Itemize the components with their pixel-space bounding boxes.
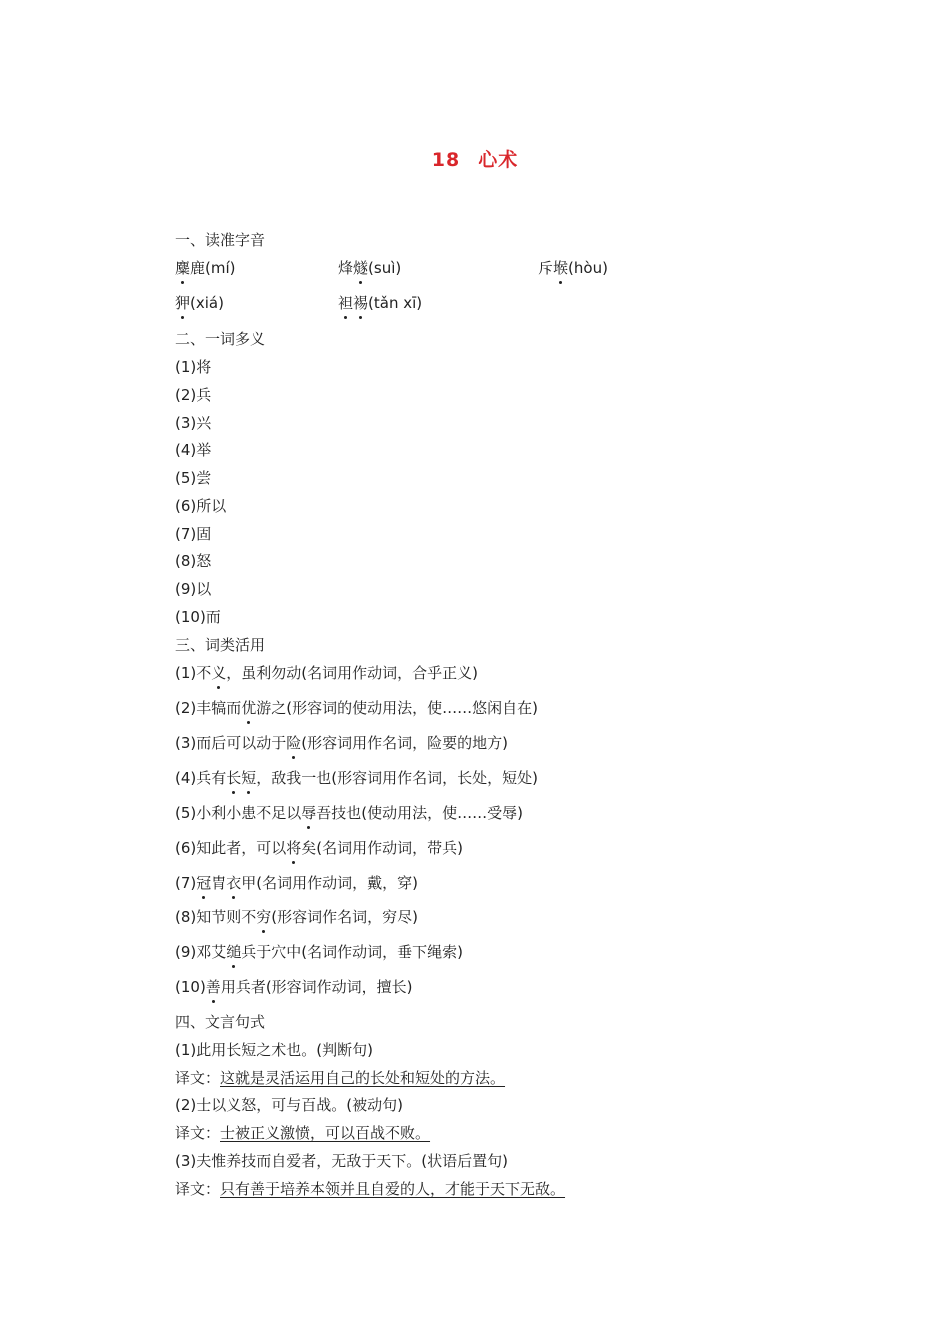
example-sentence: (1)此用长短之术也。(判断句) xyxy=(175,1041,373,1059)
pron-item: 狎(xiá) xyxy=(175,294,224,312)
list-item: (10)善用兵者(形容词作动词，擅长) xyxy=(175,978,413,996)
section-heading-polysemy: 二、一词多义 xyxy=(175,330,266,348)
list-item: (1)不义，虽利勿动(名词用作动词，合乎正义) xyxy=(175,664,478,682)
list-item: (4)兵有长短，敌我一也(形容词用作名词，长处，短处) xyxy=(175,769,538,787)
list-item: (5)小利小患不足以辱吾技也(使动用法，使……受辱) xyxy=(175,804,523,822)
example-sentence: (3)夫惟养技而自爱者，无敌于天下。(状语后置句) xyxy=(175,1152,508,1170)
section-heading-pronunciation: 一、读准字音 xyxy=(175,231,266,249)
section-heading-sentence-patterns: 四、文言句式 xyxy=(175,1013,266,1031)
list-item: (6)所以 xyxy=(175,497,227,515)
list-item: (1)将 xyxy=(175,358,212,376)
list-item: (10)而 xyxy=(175,608,221,626)
translation-answer: 士被正义激愤，可以百战不败。 xyxy=(220,1124,431,1142)
translation-line: 译文：只有善于培养本领并且自爱的人，才能于天下无敌。 xyxy=(175,1180,566,1198)
pron-item: 烽燧(suì) xyxy=(338,259,402,277)
list-item: (8)怒 xyxy=(175,552,212,570)
list-item: (7)冠胄衣甲(名词用作动词，戴，穿) xyxy=(175,874,419,892)
section-heading-word-class: 三、词类活用 xyxy=(175,636,266,654)
list-item: (3)而后可以动于险(形容词用作名词，险要的地方) xyxy=(175,734,508,752)
translation-answer: 这就是灵活运用自己的长处和短处的方法。 xyxy=(220,1069,506,1087)
lesson-title: 心术 xyxy=(478,149,519,171)
list-item: (8)知节则不穷(形容词作名词，穷尽) xyxy=(175,908,418,926)
pron-item: 麋鹿(mí) xyxy=(175,259,236,277)
page-title xyxy=(0,145,950,172)
list-item: (9)邓艾缒兵于穴中(名词作动词，垂下绳索) xyxy=(175,943,463,961)
translation-line: 译文：这就是灵活运用自己的长处和短处的方法。 xyxy=(175,1069,506,1087)
list-item: (9)以 xyxy=(175,580,212,598)
pronunciation-row-1 xyxy=(175,257,775,278)
list-item: (4)举 xyxy=(175,441,212,459)
translation-answer: 只有善于培养本领并且自爱的人，才能于天下无敌。 xyxy=(220,1180,566,1198)
pron-item: 斥堠(hòu) xyxy=(538,259,608,277)
example-sentence: (2)士以义怒，可与百战。(被动句) xyxy=(175,1096,403,1114)
list-item: (2)丰犒而优游之(形容词的使动用法，使……悠闲自在) xyxy=(175,699,538,717)
translation-line: 译文：士被正义激愤，可以百战不败。 xyxy=(175,1124,431,1142)
list-item: (6)知此者，可以将矣(名词用作动词，带兵) xyxy=(175,839,463,857)
pronunciation-row-2 xyxy=(175,292,775,313)
list-item: (5)尝 xyxy=(175,469,212,487)
list-item: (2)兵 xyxy=(175,386,212,404)
lesson-number: 18 xyxy=(431,149,461,171)
pron-item: 袒裼(tǎn xī) xyxy=(338,294,423,312)
list-item: (7)固 xyxy=(175,525,212,543)
list-item: (3)兴 xyxy=(175,414,212,432)
